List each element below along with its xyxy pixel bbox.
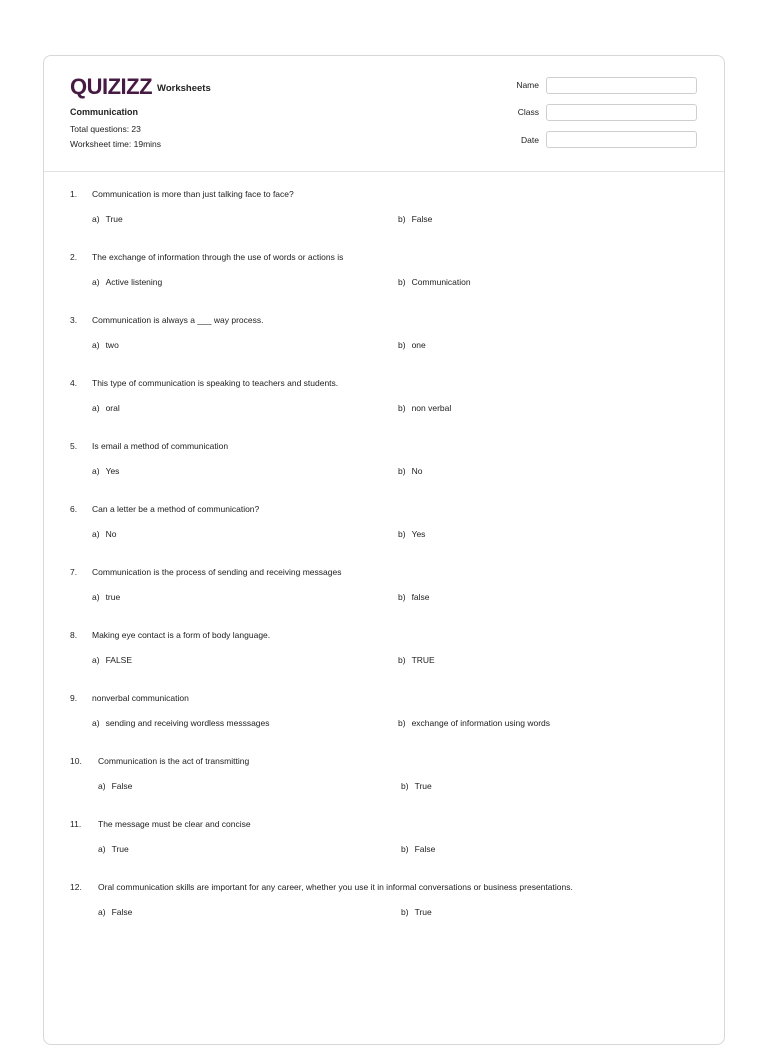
- option-b: b) Communication: [398, 277, 471, 287]
- question-item: [70, 567, 700, 630]
- question-text: Making eye contact is a form of body language.: [92, 630, 271, 640]
- option-a: a) False: [98, 907, 133, 917]
- question-list: [70, 189, 700, 945]
- question-number: 4.: [70, 378, 78, 388]
- question-item: [70, 504, 700, 567]
- option-b: b) True: [401, 907, 432, 917]
- question-item: [70, 441, 700, 504]
- worksheet-title: Communication: [70, 107, 139, 117]
- option-b: b) TRUE: [398, 655, 435, 665]
- question-number: 5.: [70, 441, 78, 451]
- date-label: Date: [521, 135, 539, 145]
- question-number: 9.: [70, 693, 78, 703]
- question-number: 8.: [70, 630, 78, 640]
- question-number: 2.: [70, 252, 78, 262]
- question-item: [70, 630, 700, 693]
- option-b: b) False: [401, 844, 436, 854]
- question-item: [70, 693, 700, 756]
- option-a: a) No: [92, 529, 117, 539]
- option-b: b) No: [398, 466, 423, 476]
- option-b: b) Yes: [398, 529, 426, 539]
- worksheet-time: Worksheet time: 19mins: [70, 139, 162, 149]
- class-field[interactable]: [546, 104, 697, 121]
- logo-subtitle: Worksheets: [157, 83, 211, 94]
- question-text: Communication is more than just talking face to face?: [92, 189, 294, 199]
- question-item: [70, 315, 700, 378]
- question-item: [70, 252, 700, 315]
- name-field[interactable]: [546, 77, 697, 94]
- date-field[interactable]: [546, 131, 697, 148]
- question-item: [70, 189, 700, 252]
- quizizz-logo: QUIZIZZ: [70, 74, 153, 99]
- question-item: [70, 882, 700, 945]
- question-number: 1.: [70, 189, 78, 199]
- question-text: Communication is the act of transmitting: [98, 756, 250, 766]
- option-a: a) True: [92, 214, 123, 224]
- option-a: a) true: [92, 592, 121, 602]
- question-number: 7.: [70, 567, 78, 577]
- worksheet-header: [44, 56, 724, 172]
- question-text: Oral communication skills are important for any career, whether you use it in informal conversations or business presentations.: [98, 882, 573, 892]
- question-text: The message must be clear and concise: [98, 819, 251, 829]
- question-text: Is email a method of communication: [92, 441, 229, 451]
- question-item: [70, 756, 700, 819]
- question-text: Can a letter be a method of communication?: [92, 504, 260, 514]
- name-label: Name: [516, 80, 539, 90]
- option-a: a) Yes: [92, 466, 120, 476]
- question-number: 11.: [70, 819, 82, 829]
- option-a: a) True: [98, 844, 129, 854]
- option-b: b) non verbal: [398, 403, 452, 413]
- option-a: a) False: [98, 781, 133, 791]
- question-item: [70, 378, 700, 441]
- option-b: b) one: [398, 340, 426, 350]
- option-a: a) Active listening: [92, 277, 163, 287]
- question-item: [70, 819, 700, 882]
- option-a: a) two: [92, 340, 119, 350]
- class-label: Class: [517, 107, 539, 117]
- question-text: nonverbal communication: [92, 693, 189, 703]
- question-text: Communication is always a ___ way process.: [92, 315, 264, 325]
- option-a: a) sending and receiving wordless messsages: [92, 718, 270, 728]
- question-text: The exchange of information through the use of words or actions is: [92, 252, 344, 262]
- question-number: 6.: [70, 504, 78, 514]
- option-b: b) exchange of information using words: [398, 718, 551, 728]
- question-number: 12.: [70, 882, 82, 892]
- option-b: b) false: [398, 592, 430, 602]
- question-number: 3.: [70, 315, 78, 325]
- question-text: Communication is the process of sending and receiving messages: [92, 567, 342, 577]
- worksheet-page: [43, 55, 725, 1045]
- option-b: b) False: [398, 214, 433, 224]
- option-a: a) FALSE: [92, 655, 133, 665]
- option-b: b) True: [401, 781, 432, 791]
- question-number: 10.: [70, 756, 82, 766]
- question-text: This type of communication is speaking to teachers and students.: [92, 378, 339, 388]
- total-questions: Total questions: 23: [70, 124, 141, 134]
- option-a: a) oral: [92, 403, 120, 413]
- brand: [70, 74, 211, 100]
